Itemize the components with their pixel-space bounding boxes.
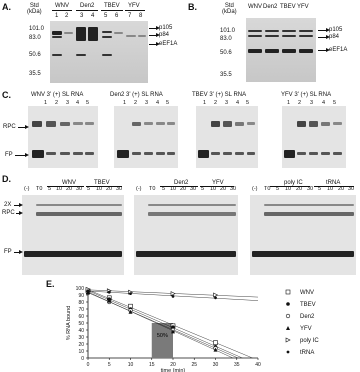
panel-d-lane: 30	[348, 186, 355, 192]
panel-c	[0, 88, 360, 170]
panel-d-lane: 20	[180, 186, 187, 192]
panel-c-lane: 5	[246, 100, 250, 106]
panel-c-lane: 5	[333, 100, 337, 106]
panel-c-lane: 1	[287, 100, 291, 106]
panel-c-lane: 4	[76, 100, 80, 106]
panel-a-marker: 101.0	[29, 26, 45, 32]
panel-d-lanes-3	[250, 187, 358, 195]
panel-c-gel-yfv	[282, 106, 346, 168]
panel-d-group: Den2	[174, 180, 189, 186]
data-point	[214, 296, 217, 299]
panel-d-lane: 10	[285, 186, 292, 192]
fifty-percent-label: 50%	[156, 333, 168, 339]
panel-b-marker: 35.5	[220, 72, 232, 78]
panel-d-lane: 30	[230, 186, 237, 192]
x-tick-label: 10	[127, 362, 134, 368]
y-tick-label: 70	[78, 306, 84, 313]
x-tick-label: 25	[191, 362, 198, 368]
panel-b-group-wnv: WNV	[248, 4, 262, 10]
panel-b-band-eef1a: eEF1A	[329, 47, 348, 53]
panel-a-group-yfv: YFV	[128, 3, 140, 9]
data-point	[172, 295, 175, 298]
panel-a-std-label: Std (kDa)	[27, 3, 42, 15]
panel-a-group-den2: Den2	[80, 3, 95, 9]
panel-a-lane: 1	[55, 13, 59, 19]
x-tick-label: 15	[148, 362, 155, 368]
legend-label: TBEV	[300, 302, 316, 308]
legend-marker	[286, 338, 290, 342]
panel-a-label: A.	[2, 2, 11, 12]
panel-c-gel-title: WNV 3' (+) SL RNA	[31, 92, 84, 98]
panel-a-marker: 83.0	[29, 35, 41, 41]
legend-label: Den2	[300, 314, 315, 320]
panel-a-lane: 5	[104, 13, 108, 19]
y-tick-label: 100	[75, 285, 84, 292]
panel-c-lane: 1	[203, 100, 207, 106]
panel-d-lane: 10	[56, 186, 63, 192]
y-tick-label: 40	[78, 327, 84, 334]
data-point	[87, 289, 90, 292]
legend-marker	[286, 302, 290, 306]
panel-d-lanes-1	[20, 187, 124, 195]
panel-d-group: tRNA	[326, 180, 341, 186]
panel-b-group-yfv: YFV	[297, 4, 309, 10]
panel-d-lane: 30	[76, 186, 83, 192]
panel-c-lane: 1	[123, 100, 127, 106]
panel-d-group: YFV	[212, 180, 224, 186]
panel-c-gel-tbev	[196, 106, 258, 168]
panel-d-lane: 5	[87, 186, 91, 192]
panel-d-label: D.	[2, 174, 11, 184]
panel-d-lane: 20	[220, 186, 227, 192]
y-tick-label: 60	[78, 313, 84, 320]
panel-d	[0, 172, 360, 280]
panel-d-lane: T0	[36, 186, 43, 192]
panel-a-marker: 50.6	[29, 52, 41, 58]
panel-d-lane: 20	[66, 186, 73, 192]
panel-d-lane: (-)	[24, 186, 30, 192]
x-tick-label: 35	[233, 362, 240, 368]
panel-d-lane: 20	[296, 186, 303, 192]
legend-marker	[287, 351, 290, 354]
panel-d-lane: 30	[307, 186, 314, 192]
panel-c-label: C.	[2, 90, 11, 100]
panel-c-rpc-label: RPC	[3, 124, 16, 130]
y-axis-label: % RNA bound	[66, 305, 72, 341]
panel-b-group-den2: Den2	[263, 4, 278, 10]
panel-d-gel-2	[134, 195, 238, 275]
panel-d-lane: 5	[201, 186, 205, 192]
legend-label: tRNA	[300, 350, 315, 356]
panel-c-gel-wnv	[28, 106, 98, 168]
panel-c-lane: 2	[214, 100, 218, 106]
panel-a-lane: 4	[91, 13, 95, 19]
panel-a-band-eef1a: eEF1A	[159, 41, 178, 47]
panel-d-lane: 5	[276, 186, 280, 192]
y-tick-label: 20	[78, 341, 84, 348]
y-tick-label: 90	[78, 292, 84, 299]
panel-c-fp-label: FP	[5, 152, 13, 158]
panel-a-lane: 7	[128, 13, 132, 19]
data-point	[214, 341, 218, 345]
panel-c-lane: 3	[310, 100, 314, 106]
panel-a-gel	[50, 21, 148, 83]
panel-d-lane: 10	[96, 186, 103, 192]
x-tick-label: 40	[255, 362, 261, 368]
data-point	[129, 292, 132, 295]
panel-b-band-p105: p105	[329, 27, 343, 33]
panel-c-lane: 2	[134, 100, 138, 106]
panel-a-band-p84: p84	[159, 32, 170, 38]
panel-d-group: poly IC	[284, 180, 303, 186]
legend-label: poly IC	[300, 338, 319, 344]
panel-a-lane: 2	[65, 13, 69, 19]
panel-d-fp-label: FP	[4, 249, 12, 255]
panel-d-lanes-2	[134, 187, 238, 195]
panel-d-lane: 30	[190, 186, 197, 192]
panel-a	[0, 0, 180, 85]
legend-marker	[286, 314, 290, 318]
panel-c-lane: 4	[236, 100, 240, 106]
panel-a-marker: 35.5	[29, 71, 41, 77]
x-tick-label: 30	[212, 362, 219, 368]
panel-a-group-wnv: WNV	[55, 3, 69, 9]
panel-c-lane: 5	[86, 100, 90, 106]
panel-b-group-tbev: TBEV	[280, 4, 296, 10]
panel-d-gel-3	[250, 195, 356, 275]
panel-c-lane: 1	[44, 100, 48, 106]
y-tick-label: 50	[78, 320, 84, 327]
panel-c-gel-den2	[114, 106, 178, 168]
panel-b-marker: 101.0	[220, 28, 236, 34]
legend-marker	[286, 326, 290, 330]
panel-d-lane: T0	[264, 186, 271, 192]
legend-marker	[286, 290, 290, 294]
panel-d-lane: 5	[48, 186, 52, 192]
panel-d-lane: 20	[338, 186, 345, 192]
y-tick-label: 80	[78, 299, 84, 306]
panel-a-lane: 6	[115, 13, 119, 19]
panel-b-std-label: Std (kDa)	[222, 3, 237, 15]
panel-c-lane: 2	[55, 100, 59, 106]
panel-c-lane: 3	[225, 100, 229, 106]
panel-a-band-p105: p105	[159, 25, 173, 31]
x-tick-label: 5	[107, 362, 111, 368]
panel-c-lane: 4	[156, 100, 160, 106]
panel-e	[0, 280, 360, 372]
panel-d-lane: (-)	[136, 186, 142, 192]
panel-b-marker: 50.6	[220, 50, 232, 56]
panel-e-label: E.	[46, 279, 55, 289]
panel-c-lane: 3	[145, 100, 149, 106]
y-tick-label: 0	[81, 355, 84, 362]
panel-b-label: B.	[188, 2, 197, 12]
panel-d-lane: (-)	[252, 186, 258, 192]
panel-c-lane: 5	[166, 100, 170, 106]
data-point	[108, 291, 111, 294]
panel-c-lane: 3	[66, 100, 70, 106]
panel-d-2x-label: 2X	[4, 202, 12, 208]
panel-c-gel-title: TBEV 3' (+) SL RNA	[192, 92, 247, 98]
panel-d-group: WNV	[62, 180, 76, 186]
y-tick-label: 30	[78, 334, 84, 341]
panel-a-lane: 3	[80, 13, 84, 19]
panel-c-gel-title: Den2 3' (+) SL RNA	[110, 92, 163, 98]
panel-d-lane: 20	[106, 186, 113, 192]
panel-d-lane: 10	[170, 186, 177, 192]
panel-b-band-p84: p84	[329, 34, 340, 40]
legend-label: WNV	[300, 290, 314, 296]
x-axis-label: time (min)	[160, 368, 186, 372]
panel-b-marker: 83.0	[220, 36, 232, 42]
panel-d-lane: 5	[162, 186, 166, 192]
x-tick-label: 20	[170, 362, 176, 368]
panel-b	[186, 0, 360, 85]
data-point	[214, 293, 218, 297]
panel-b-gel	[246, 18, 316, 82]
x-tick-label: 0	[86, 362, 90, 368]
y-tick-label: 10	[78, 348, 84, 355]
panel-c-lane: 2	[298, 100, 302, 106]
panel-a-lane: 8	[139, 13, 143, 19]
legend-label: YFV	[300, 326, 312, 332]
panel-d-gel-1	[22, 195, 124, 275]
panel-d-lane: T0	[149, 186, 156, 192]
panel-c-gel-title: YFV 3' (+) SL RNA	[281, 92, 332, 98]
panel-d-lane: 5	[318, 186, 322, 192]
panel-c-lane: 4	[322, 100, 326, 106]
panel-d-lane: 10	[210, 186, 217, 192]
panel-d-group: TBEV	[94, 180, 110, 186]
panel-d-rpc-label: RPC	[2, 210, 15, 216]
panel-d-lane: 30	[116, 186, 123, 192]
panel-e-chart	[0, 280, 360, 372]
panel-a-group-tbev: TBEV	[104, 3, 120, 9]
panel-d-lane: 10	[327, 186, 334, 192]
